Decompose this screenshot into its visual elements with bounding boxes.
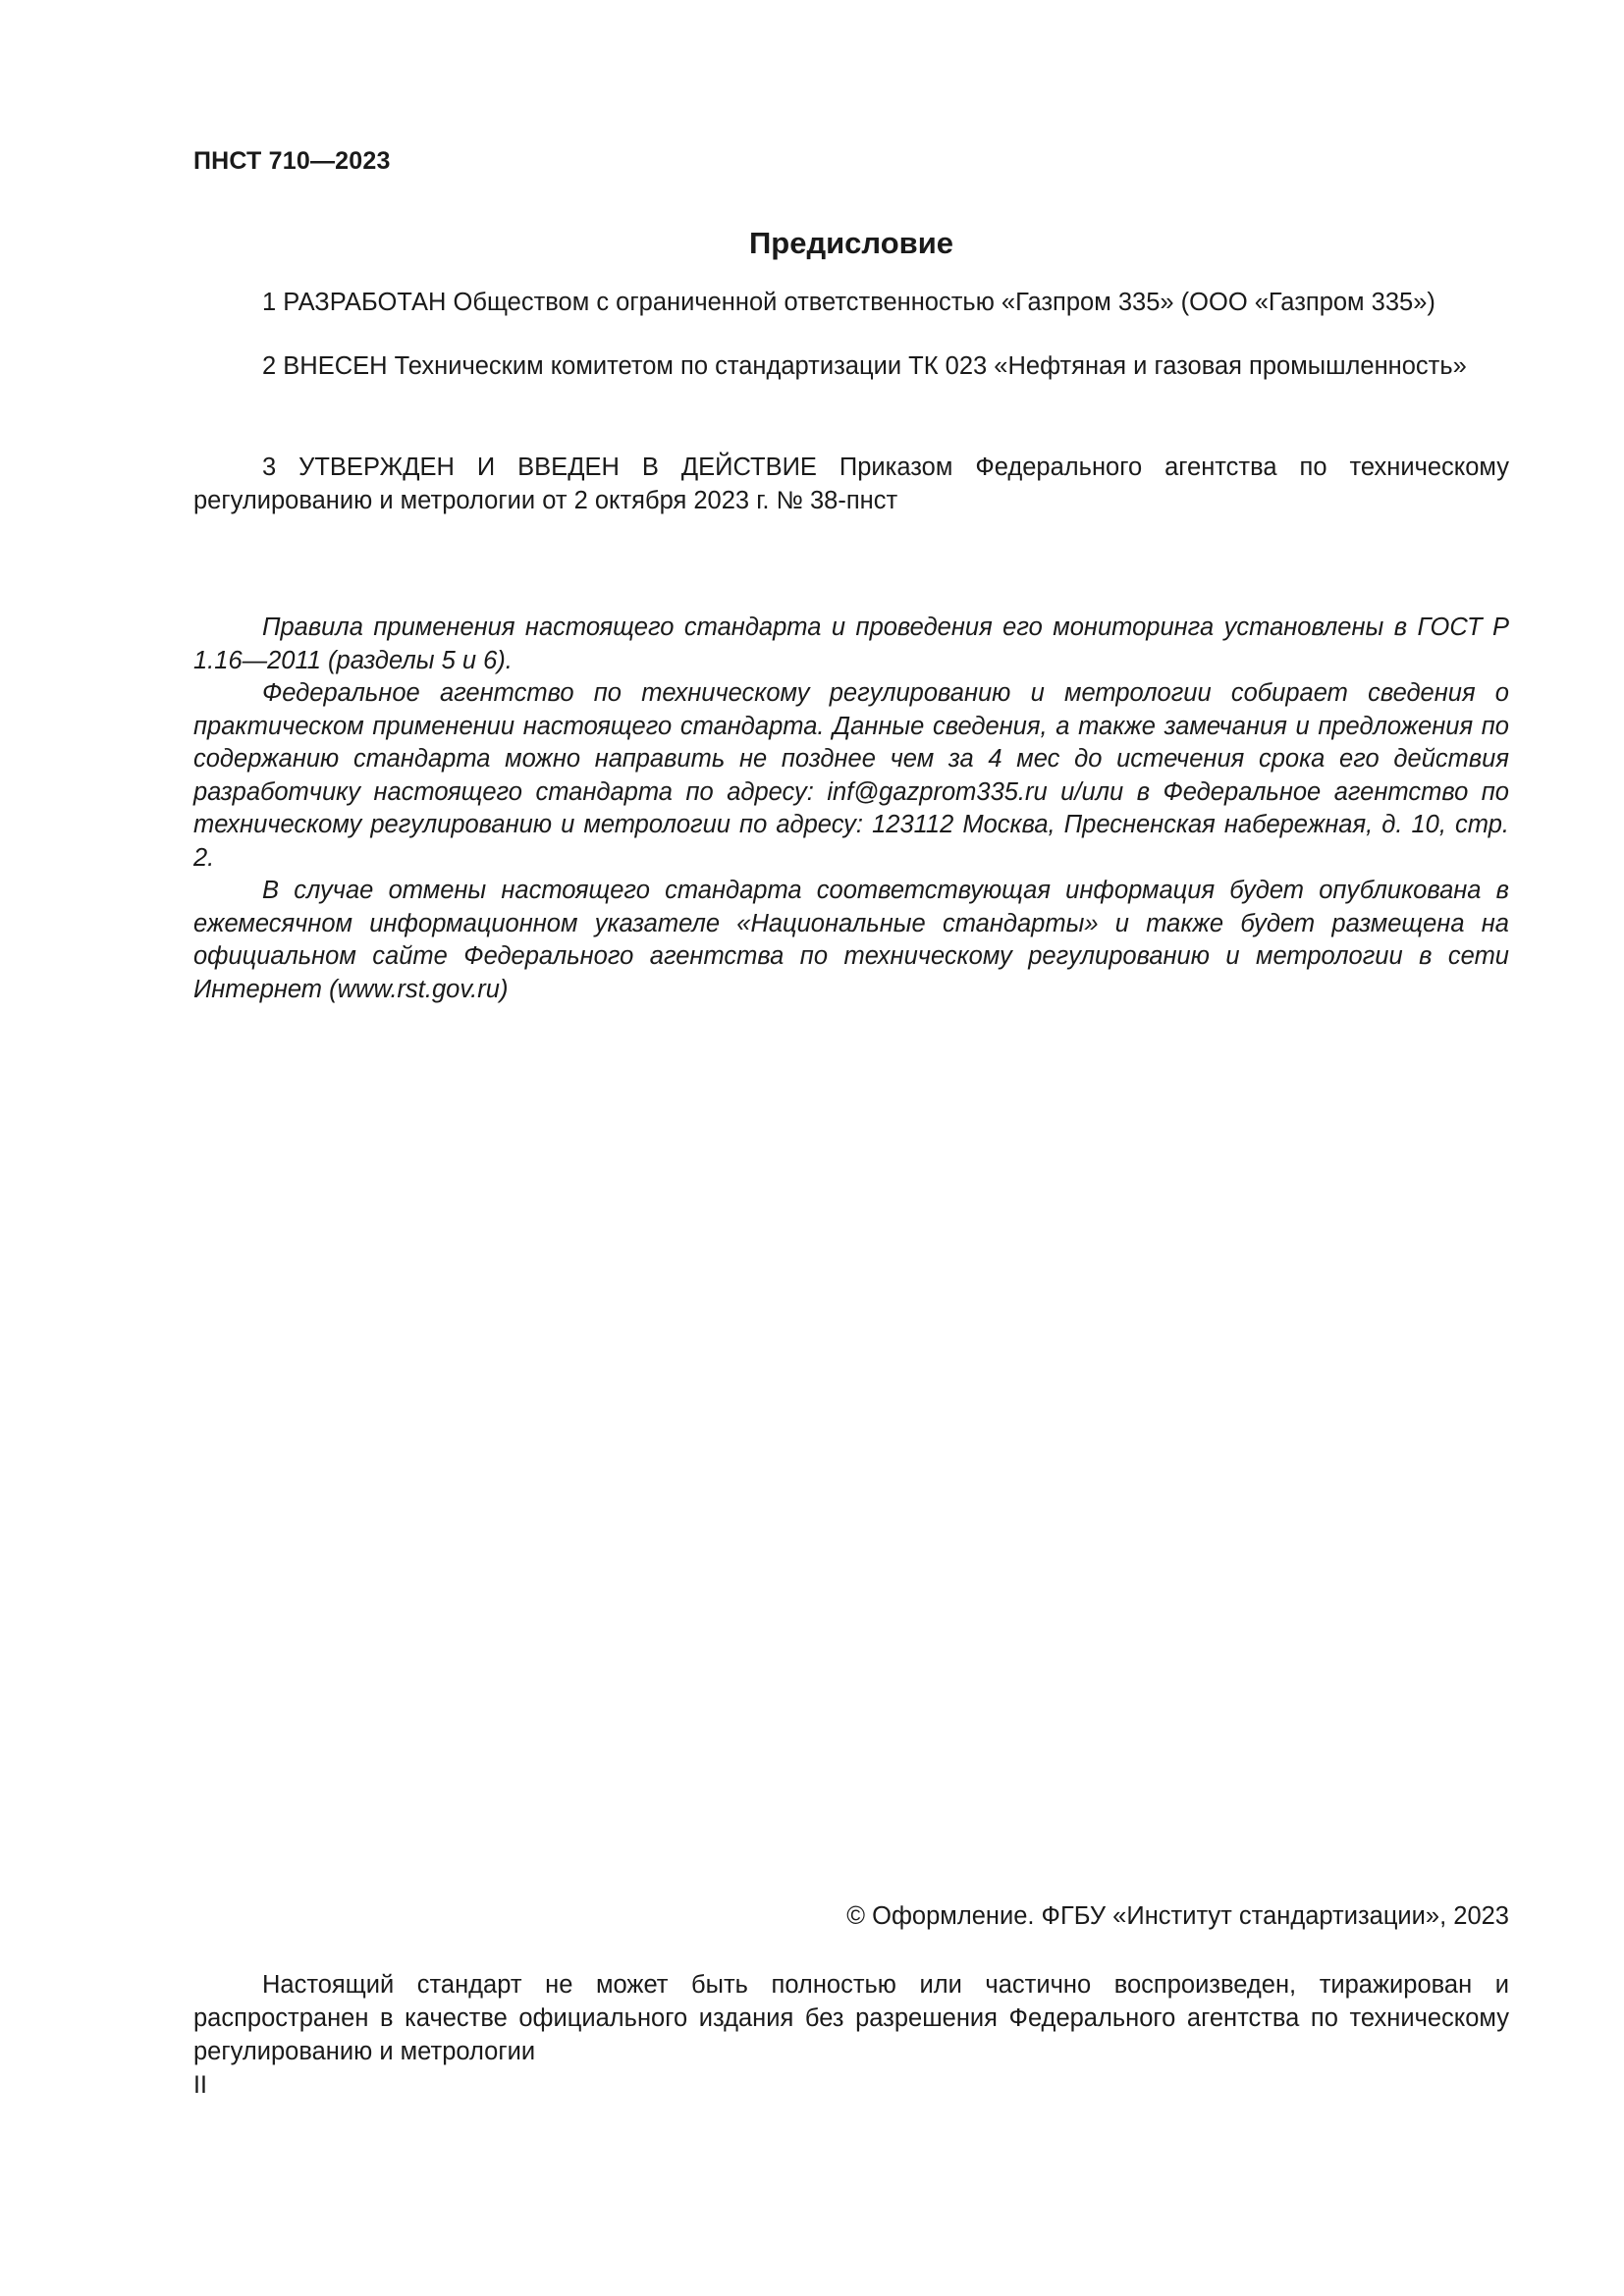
preface-item-3: 3 УТВЕРЖДЕН И ВВЕДЕН В ДЕЙСТВИЕ Приказом Федерального агентства по техническому регулированию и метрологии от 2 октября 2023 г. № 38-пнст	[193, 454, 1509, 514]
preface-title: Предисловие	[748, 226, 953, 260]
page-number: II	[193, 2071, 207, 2099]
preface-item-1: 1 РАЗРАБОТАН Обществом с ограниченной ответственностью «Газпром 335» (ООО «Газпром 335»)	[262, 289, 1435, 316]
note-cancellation: В случае отмены настоящего стандарта соответствующая информация будет опубликована в ежемесячном информационном указателе «Национальные стандарты» и также будет размещена на официальном сайте Федерального агентства по техническому регулированию и метрологии в сети Интернет (www.rst.gov.ru)	[193, 877, 1509, 1003]
reproduction-disclaimer: Настоящий стандарт не может быть полностью или частично воспроизведен, тиражирован и распространен в качестве официального издания без разрешения Федерального агентства по техническому регулированию и метрологии	[193, 1971, 1509, 2065]
application-notes	[193, 612, 1509, 1006]
document-code: ПНСТ 710—2023	[193, 147, 391, 175]
note-rules: Правила применения настоящего стандарта и проведения его мониторинга установлены в ГОСТ Р 1.16—2011 (разделы 5 и 6).	[193, 614, 1509, 674]
copyright-line: © Оформление. ФГБУ «Институт стандартизации», 2023	[846, 1902, 1509, 1930]
preface-item-2: 2 ВНЕСЕН Техническим комитетом по стандартизации ТК 023 «Нефтяная и газовая промышленность»	[262, 352, 1467, 380]
note-feedback: Федеральное агентство по техническому регулированию и метрологии собирает сведения о практическом применении настоящего стандарта. Данные сведения, а также замечания и предложения по содержанию стандарта можно направить не позднее чем за 4 мес до истечения срока его действия разработчику настоящего стандарта по адресу: inf@gazprom335.ru и/или в Федеральное агентство по техническому регулированию и метрологии по адресу: 123112 Москва, Пресненская набережная, д. 10, стр. 2.	[193, 679, 1509, 872]
